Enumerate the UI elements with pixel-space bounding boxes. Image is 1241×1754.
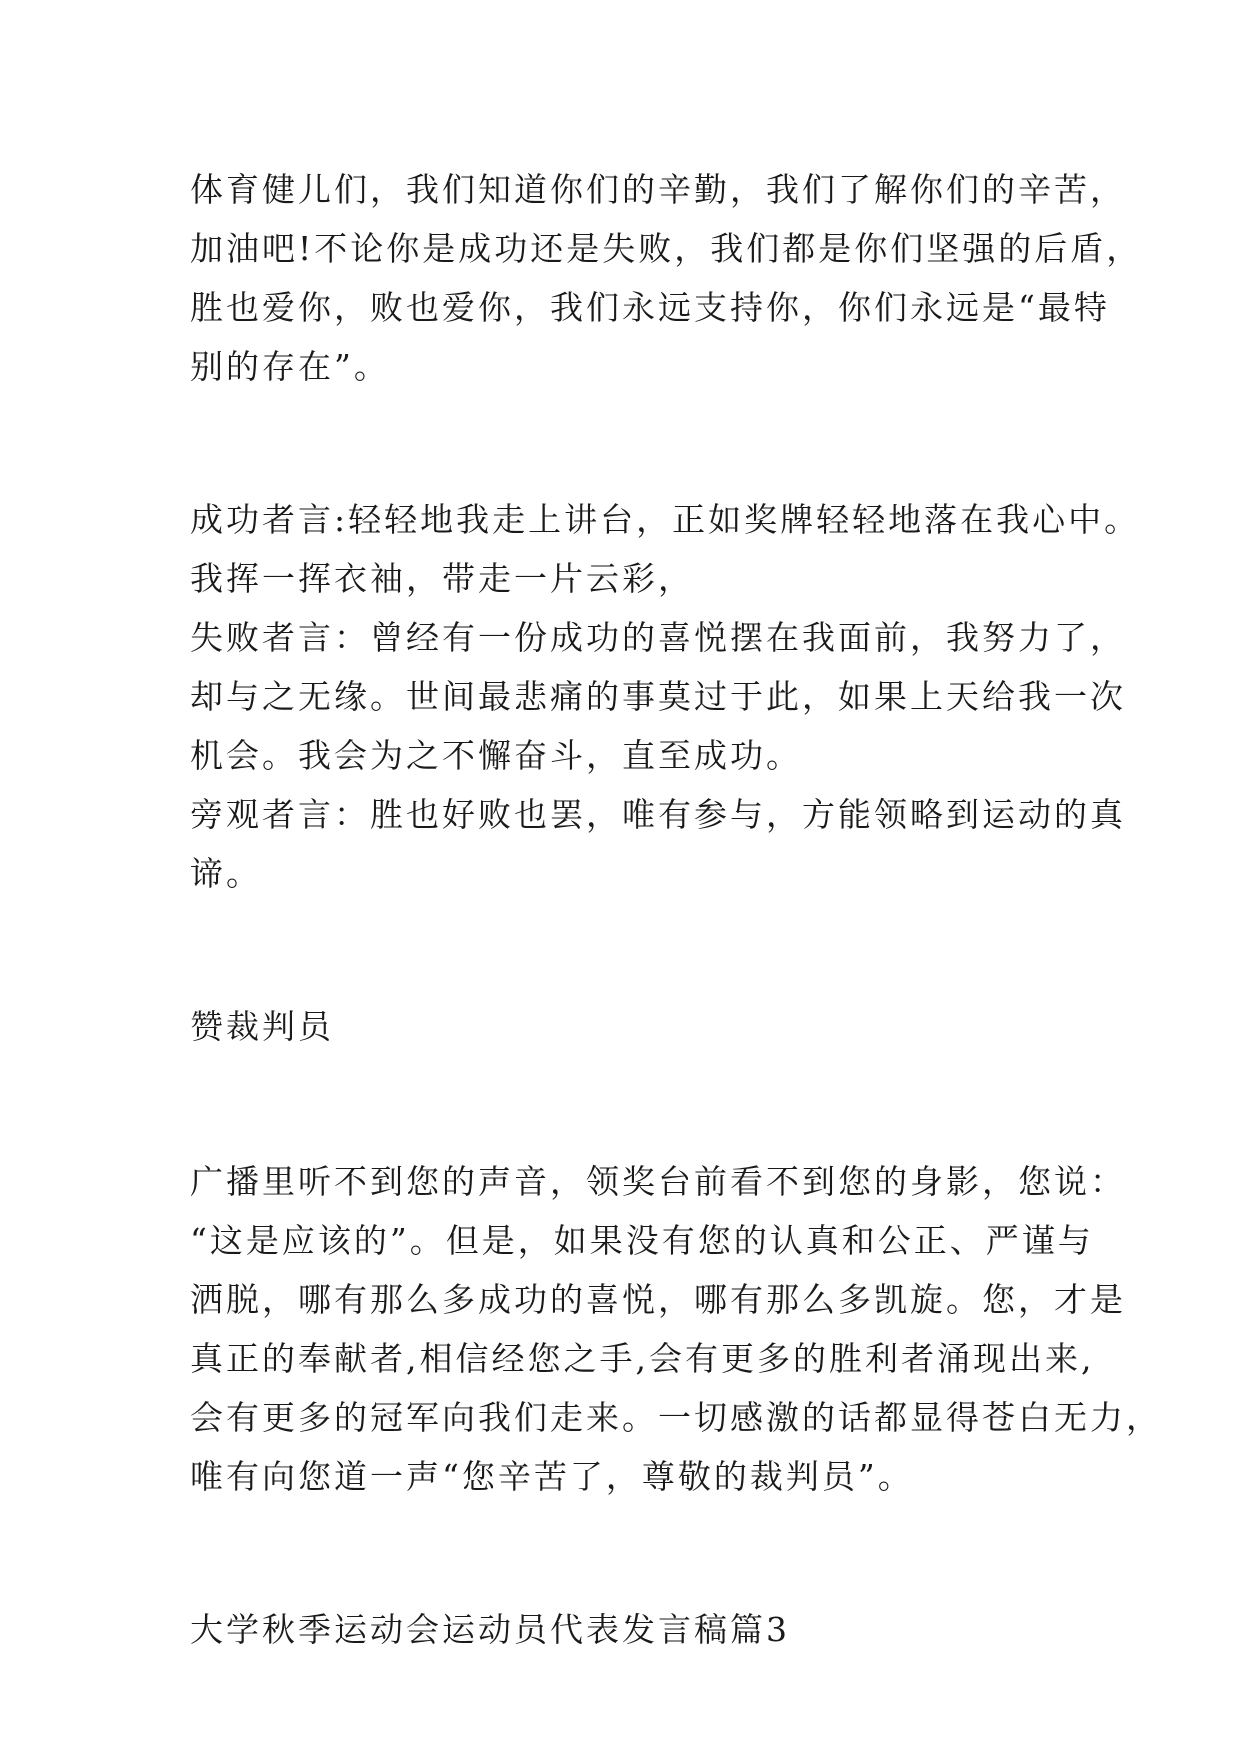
section-heading-speech-3: 大学秋季运动会运动员代表发言稿篇3 [190,1610,790,1649]
text-line: 体育健儿们，我们知道你们的辛勤，我们了解你们的辛苦， [190,170,1126,209]
text-line: 旁观者言：胜也好败也罢，唯有参与，方能领略到运动的真 [190,795,1126,834]
text-line: 真正的奉献者,相信经您之手,会有更多的胜利者涌现出来, [190,1339,1095,1378]
paragraph-spacer [190,396,1090,490]
paragraph-spacer [190,1506,1090,1600]
text-line: 谛。 [190,854,262,893]
text-line: 我挥一挥衣袖，带走一片云彩， [190,559,694,598]
text-line: 成功者言:轻轻地我走上讲台，正如奖牌轻轻地落在我心中。 [190,500,1141,539]
text-line: 失败者言：曾经有一份成功的喜悦摆在我面前，我努力了， [190,618,1126,657]
section-heading-referees: 赞裁判员 [190,1007,334,1046]
text-line: 唯有向您道一声“您辛苦了，尊敬的裁判员”。 [190,1457,914,1496]
text-line: 机会。我会为之不懈奋斗，直至成功。 [190,736,802,775]
paragraph-spacer [190,903,1090,997]
paragraph-spacer [190,1056,1090,1152]
paragraph-speakers [190,490,1141,903]
text-line: 加油吧!不论你是成功还是失败，我们都是你们坚强的后盾， [190,229,1143,268]
text-line: 别的存在”。 [190,347,390,386]
text-line: 会有更多的冠军向我们走来。一切感激的话都显得苍白无力， [190,1398,1162,1437]
text-line: “这是应该的”。但是，如果没有您的认真和公正、严谨与 [190,1221,1094,1260]
paragraph-cheer-athletes [190,160,1143,396]
text-line: 胜也爱你，败也爱你，我们永远支持你，你们永远是“最特 [190,288,1110,327]
text-line: 却与之无缘。世间最悲痛的事莫过于此，如果上天给我一次 [190,677,1126,716]
text-line: 洒脱，哪有那么多成功的喜悦，哪有那么多凯旋。您，才是 [190,1280,1126,1319]
paragraph-praise-referees [190,1152,1162,1506]
document-body [190,160,1162,1659]
text-line: 广播里听不到您的声音，领奖台前看不到您的身影，您说： [190,1162,1126,1201]
